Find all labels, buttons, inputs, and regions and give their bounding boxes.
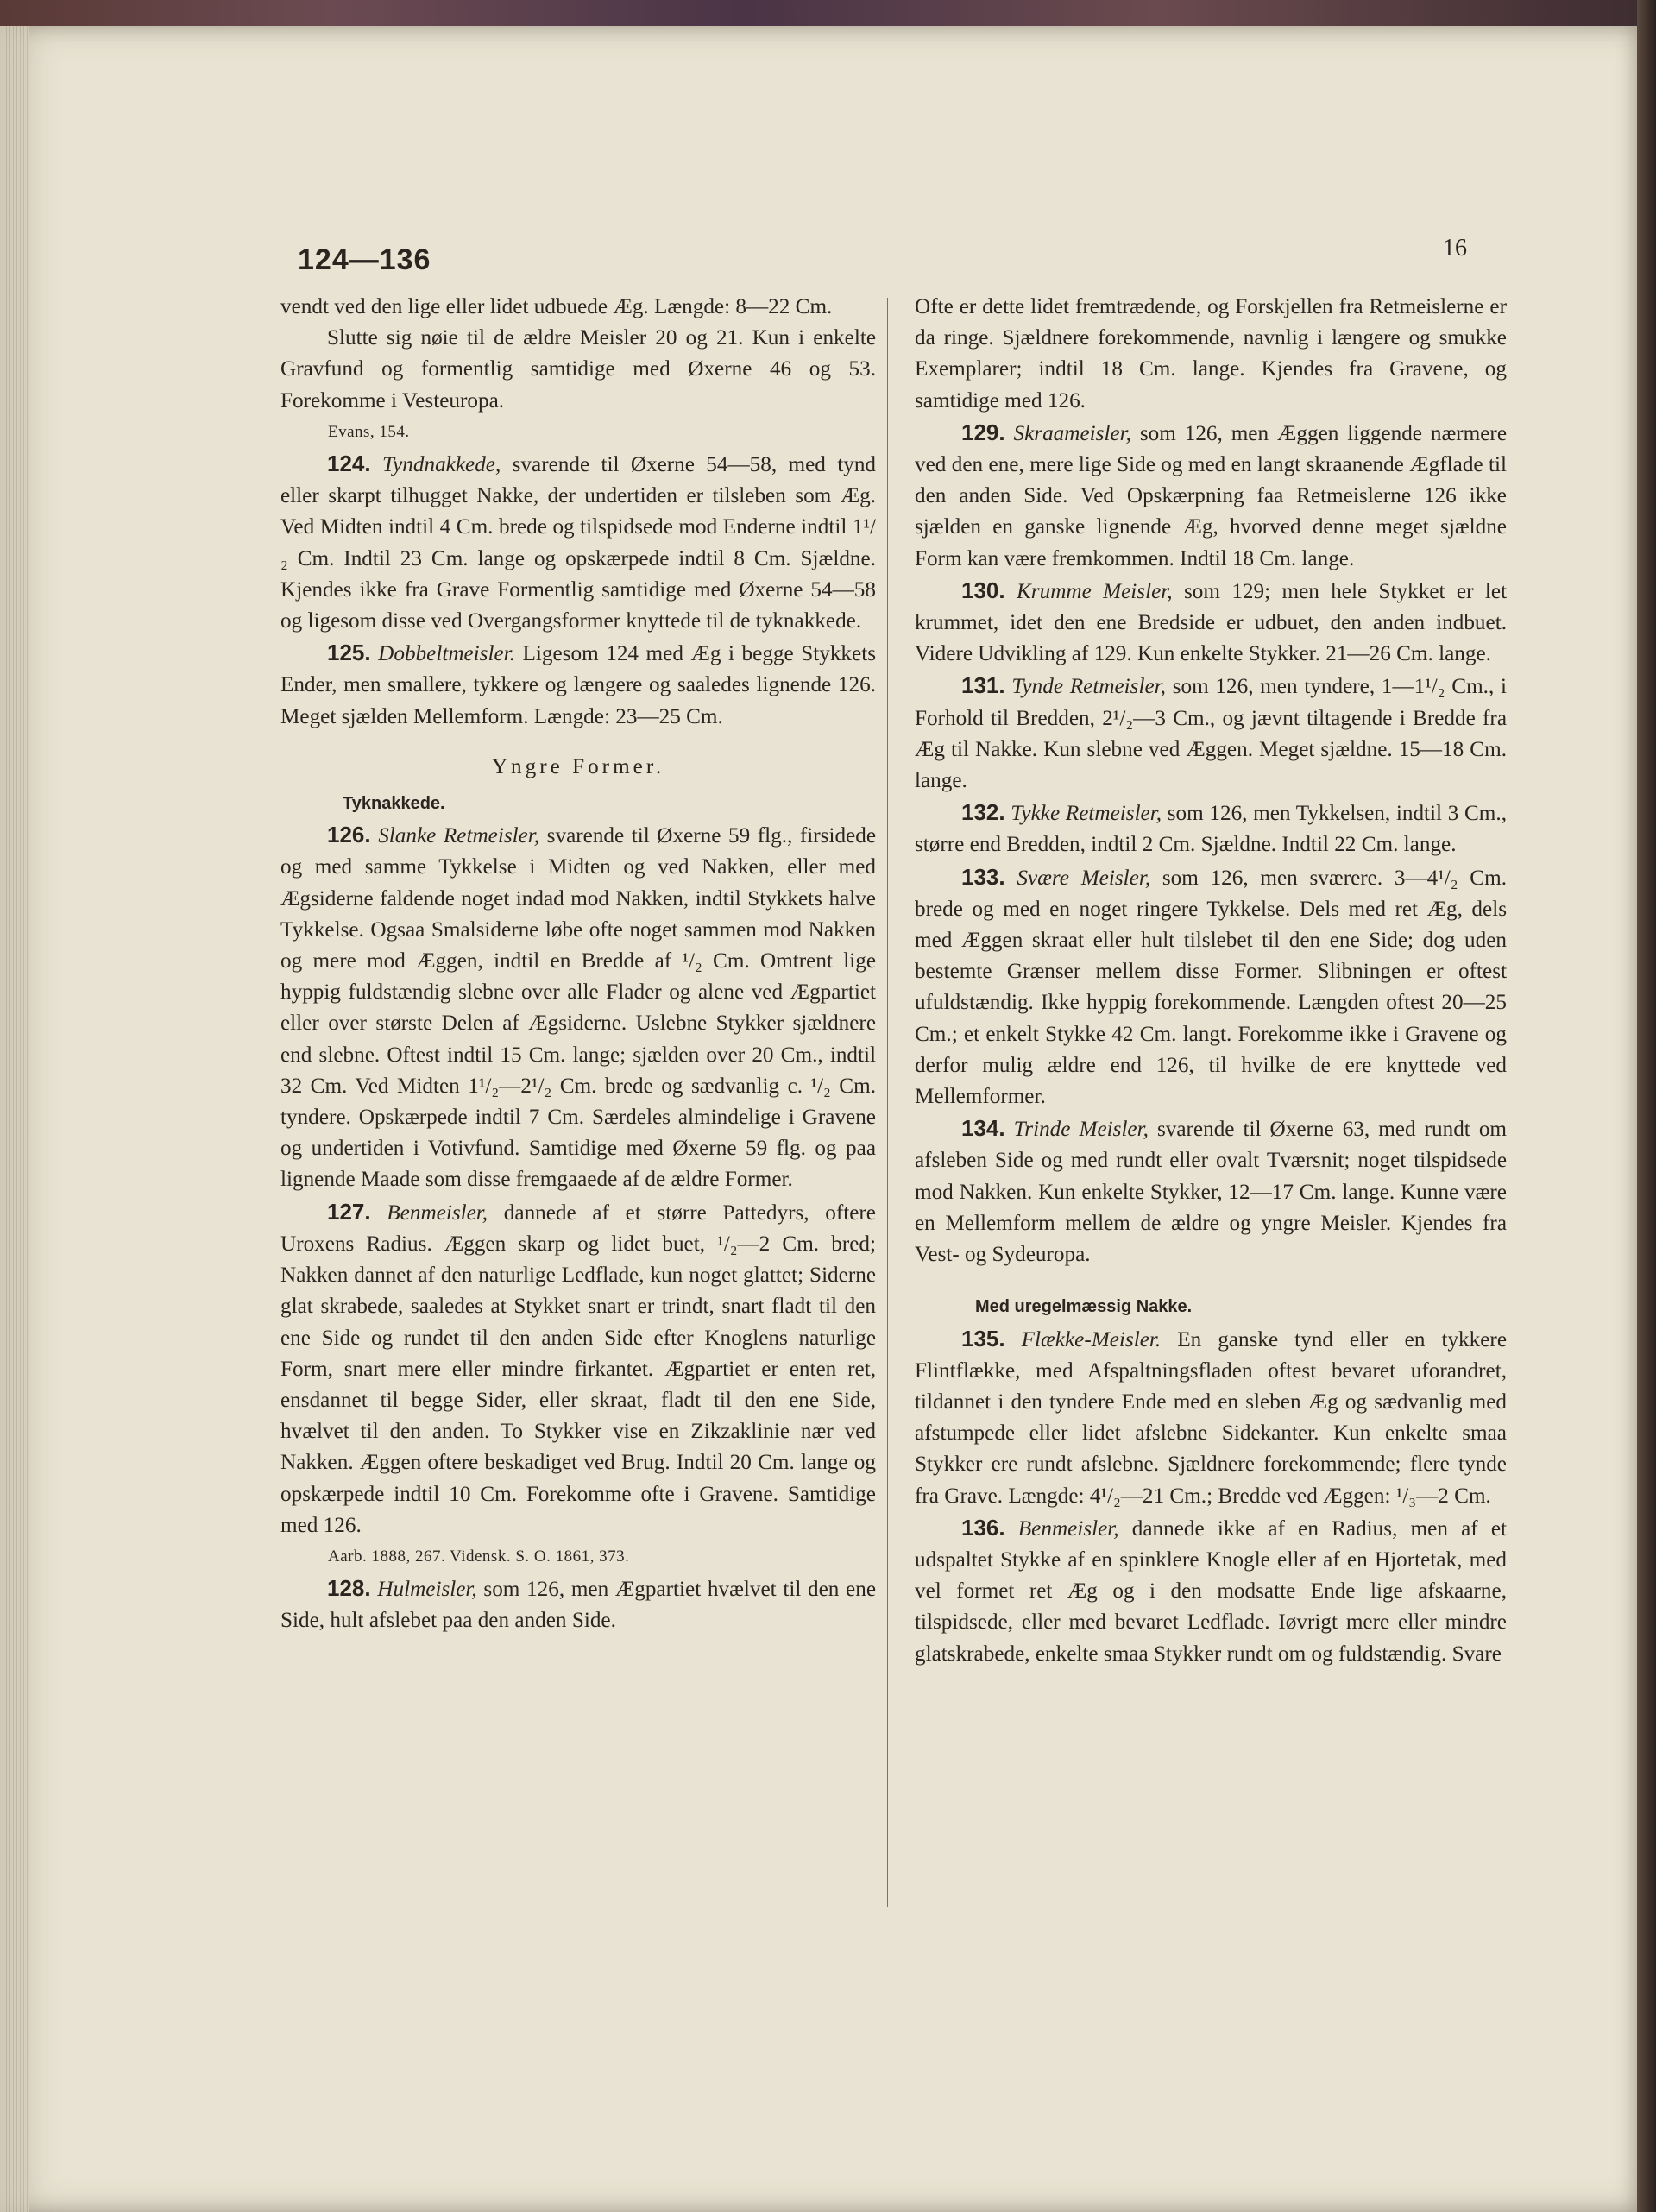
- catalogue-entry: [915, 575, 1507, 671]
- entry-text: som 126, men Ægpartiet hvælvet til den ene Side, hult afslebet paa den anden Side.: [280, 1578, 877, 1633]
- catalogue-entry: [280, 1572, 876, 1636]
- reference-note: Evans, 154.: [328, 422, 410, 441]
- entry-title: Tykke Retmeisler,: [1011, 802, 1162, 826]
- entry-number: 135.: [961, 1325, 1005, 1352]
- reference-note: Aarb. 1888, 267. Vidensk. S. O. 1861, 373.: [328, 1547, 630, 1566]
- entry-text: En ganske tynd eller en tykkere Flintflække, med Afspaltningsfladen oftest bevaret uforandret, tildannet i den tyndere Ende med en sleben Æg og sædvanlig med afstumpede eller lidet afslebne Sidekanter. Kun enkelte smaa Stykker ere rundt afslebne. Sjældnere forekommende; flere tynde fra Grave. Længde: 4¹/₂—21 Cm.; Bredde ved Æggen: ¹/₃—2 Cm.: [915, 1327, 1507, 1508]
- right-column: [915, 292, 1507, 1670]
- paragraph: Slutte sig nøie til de ældre Meisler 20 og 21. Kun i enkelte Gravfund og formentlig samtidige med Øxerne 46 og 53. Forekomme i Vesteuropa.: [280, 326, 876, 413]
- entry-number: 136.: [961, 1514, 1005, 1541]
- entry-text: dannede ikke af en Radius, men af et udspaltet Stykke af en spinklere Knogle eller af en Hjortetak, med vel formet ret Æg og i den modsatte Ende lige afskaarne, tilspidsede, eller med bevaret Ledflade. Iøvrigt mere eller mindre glatskrabede, enkelte smaa Stykker rundt om og fuldstændig. Svare: [915, 1516, 1508, 1666]
- entry-title: Skraameisler,: [1013, 421, 1131, 445]
- left-column: [280, 292, 876, 1637]
- entry-number: 125.: [327, 640, 371, 666]
- entry-title: Tyndnakkede,: [381, 453, 501, 477]
- entry-text: som 129; men hele Stykket er let krummet, idet den ene Bredside er udbuet, den anden indbuet. Videre Udvikling af 129. Kun enkelte Stykker. 21—26 Cm. lange.: [915, 579, 1508, 666]
- catalogue-entry: [915, 417, 1507, 575]
- entry-number: 130.: [961, 577, 1005, 603]
- entry-number: 131.: [961, 672, 1005, 699]
- running-head: 124—136: [298, 243, 431, 276]
- entry-number: 129.: [961, 419, 1005, 445]
- entry-text: svarende til Øxerne 63, med rundt om afsleben Side og med rundt eller ovalt Tværsnit; noget tilspidsede mod Nakken. Kun enkelte Stykker, 12—17 Cm. lange. Kunne være en Mellemform mellem de ældre og yngre Meisler. Kjendes fra Vest- og Sydeuropa.: [915, 1118, 1508, 1267]
- entry-text: som 126, men Tykkelsen, indtil 3 Cm., større end Bredden, indtil 2 Cm. Sjældne. Indtil 22 Cm. lange.: [915, 802, 1507, 857]
- entry-title: Krumme Meisler,: [1017, 579, 1173, 603]
- entry-number: 133.: [961, 863, 1005, 890]
- subsection-heading: Tyknakkede.: [343, 794, 445, 814]
- catalogue-entry: [280, 637, 876, 733]
- entry-title: Trinde Meisler,: [1013, 1118, 1149, 1142]
- catalogue-entry: [280, 448, 876, 637]
- entry-text: dannede af et større Pattedyrs, oftere Uroxens Radius. Æggen skarp og lidet buet, ¹/₂—2 Cm. bred; Nakken dannet af den naturlige Ledflade, kun noget glattet; Siderne glat skrabede, saaledes at Stykket snart er trindt, snart fladt til den ene Side og rundet til den anden Side efter Knoglens naturlige Form, snart mere eller mindre firkantet. Ægpartiet er enten ret, ensdannet til begge Sider, eller skraat, fladt til den ene Side, hvælvet til den anden. To Stykker vise en Zikzaklinie nær ved Nakken. Æggen oftere beskadiget ved Brug. Indtil 20 Cm. lange og opskærpede indtil 10 Cm. Forekomme ofte i Gravene. Samtidige med 126.: [280, 1201, 876, 1537]
- entry-title: Benmeisler,: [387, 1201, 488, 1225]
- catalogue-entry: [915, 797, 1507, 860]
- page-number: 16: [1443, 235, 1467, 262]
- page-edges: [0, 26, 29, 2212]
- catalogue-entry: [915, 1112, 1507, 1270]
- entry-title: Tynde Retmeisler,: [1011, 675, 1166, 699]
- entry-number: 134.: [961, 1115, 1005, 1142]
- paragraph-continued: vendt ved den lige eller lidet udbuede Æg. Længde: 8—22 Cm.: [280, 295, 833, 318]
- entry-text: svarende til Øxerne 59 flg., firsidede og med samme Tykkelse i Midten og ved Nakken, eller med Ægsiderne faldende noget indad mod Nakken, indtil Stykkets halve Tykkelse. Ogsaa Smalsiderne løbe ofte noget sammen mod Nakken og mere mod Æggen, indtil en Bredde af ¹/₂ Cm. Omtrent lige hyppig fuldstændig slebne over alle Flader og alene ved Ægpartiet eller over største Delen af Ægsiderne. Uslebne Stykker sjældnere end slebne. Oftest indtil 15 Cm. lange; sjælden over 20 Cm., indtil 32 Cm. Ved Midten 1¹/₂—2¹/₂ Cm. brede og sædvanlig c. ¹/₂ Cm. tyndere. Opskærpede indtil 7 Cm. Særdeles almindelige i Gravene og undertiden i Votivfund. Samtidige med Øxerne 59 flg. og paa lignende Maade som disse fremgaaede af de ældre Former.: [280, 824, 877, 1192]
- entry-title: Hulmeisler,: [377, 1578, 477, 1602]
- subsection-heading: Med uregelmæssig Nakke.: [975, 1297, 1193, 1317]
- catalogue-entry: [915, 1512, 1507, 1670]
- entry-number: 126.: [327, 822, 371, 848]
- catalogue-entry: [280, 1196, 876, 1541]
- catalogue-entry: [915, 1323, 1507, 1512]
- catalogue-entry: [915, 861, 1507, 1113]
- paragraph-continued: Ofte er dette lidet fremtrædende, og Forskjellen fra Retmeislerne er da ringe. Sjældnere forekommende, navnlig i længere og smukke Exemplarer; indtil 18 Cm. lange. Kjendes fra Gravene, og samtidige med 126.: [915, 295, 1507, 413]
- section-heading: Yngre Former.: [491, 754, 665, 778]
- entry-number: 132.: [961, 799, 1005, 826]
- entry-text: Ligesom 124 med Æg i begge Stykkets Ender, men smallere, tykkere og længere og saaledes lignende 126. Meget sjælden Mellemform. Længde: 23—25 Cm.: [280, 642, 877, 728]
- entry-number: 127.: [327, 1198, 371, 1225]
- entry-title: Svære Meisler,: [1017, 866, 1151, 890]
- entry-title: Benmeisler,: [1017, 1516, 1119, 1541]
- entry-number: 124.: [327, 451, 371, 477]
- catalogue-entry: [280, 819, 876, 1195]
- entry-title: Slanke Retmeisler,: [378, 824, 540, 848]
- entry-text: som 126, men tyndere, 1—1¹/₂ Cm., i Forhold til Bredden, 2¹/₂—3 Cm., og jævnt tiltagende i Bredde fra Æg til Nakke. Kun slebne ved Æggen. Meget sjældne. 15—18 Cm. lange.: [915, 675, 1507, 793]
- book-cover-edge: [1637, 0, 1656, 2212]
- entry-text: som 126, men Æggen liggende nærmere ved den ene, mere lige Side og med en langt skraanende Ægflade til den anden Side. Ved Opskærpning faa Retmeislerne 126 ikke sjælden en ganske lignende Æg, hvorved denne meget sjældne Form kan være fremkommen. Indtil 18 Cm. lange.: [915, 421, 1507, 570]
- entry-title: Flække-Meisler.: [1021, 1327, 1162, 1352]
- column-divider: [887, 298, 888, 1907]
- catalogue-entry: [915, 670, 1507, 797]
- entry-text: som 126, men sværere. 3—4¹/₂ Cm. brede og med en noget ringere Tykkelse. Dels med ret Æg, dels med Æggen skraat eller hult tilslebet til den ene Side; dog uden bestemte Grænser mellem disse Former. Slibningen er oftest ufuldstændig. Ikke hyppig forekommende. Længden oftest 20—25 Cm.; et enkelt Stykke 42 Cm. langt. Forekomme ikke i Gravene og derfor mulig ældre end 126, til hvilke de ere knyttede ved Mellemformer.: [915, 866, 1507, 1109]
- entry-title: Dobbeltmeisler.: [378, 642, 515, 666]
- entry-number: 128.: [327, 1575, 371, 1602]
- entry-text: svarende til Øxerne 54—58, med tynd eller skarpt tilhugget Nakke, der undertiden er tilsleben som Æg. Ved Midten indtil 4 Cm. brede og tilspidsede mod Enderne indtil 1¹/₂ Cm. Indtil 23 Cm. lange og opskærpede indtil 8 Cm. Sjældne. Kjendes ikke fra Grave Formentlig samtidige med Øxerne 54—58 og ligesom disse ved Overgangsformer knyttede til de tyknakkede.: [280, 453, 877, 633]
